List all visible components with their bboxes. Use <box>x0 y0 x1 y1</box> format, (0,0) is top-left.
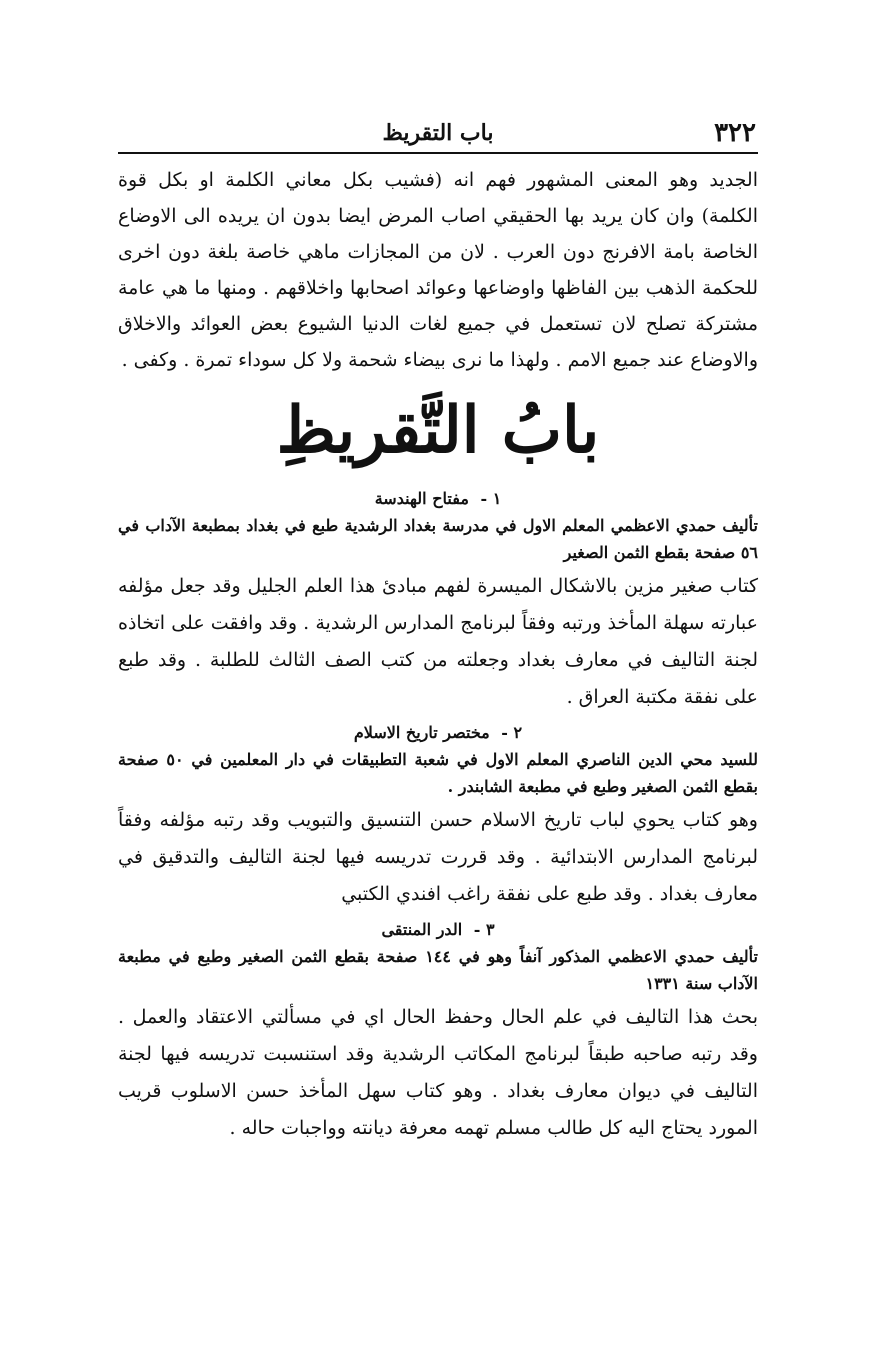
review-entry-2 <box>118 720 758 913</box>
entry-title-text: مختصر تاريخ الاسلام <box>353 723 490 742</box>
entry-title-text: الدر المنتقى <box>381 920 463 939</box>
running-title: باب التقريظ <box>382 120 494 146</box>
section-heading-text: بابُ التَّقريظِ <box>276 393 600 468</box>
entry-meta: تأليف حمدي الاعظمي المذكور آنفاً وهو في ١٤٤ صفحة بقطع الثمن الصغير وطبع في مطبعة الآداب سنة ١٣٣١ <box>118 947 758 993</box>
entry-title <box>118 917 758 943</box>
review-entry-3 <box>118 917 758 1147</box>
intro-paragraph: الجديد وهو المعنى المشهور فهم انه (فشيب بكل معاني الكلمة او بكل قوة الكلمة) وان كان يريد بها الحقيقي اصاب المرض ايضا بدون ان يريده الى الاوضاع الخاصة بامة الافرنج دون العرب . لان من المجازات ماهي خاصة بلغة دون اخرى للحكمة الذهب بين الفاظها واوضاعها وعوائد اصحابها واخلاقهم . ومنها ما هي عامة مشتركة تصلح لان تستعمل في جميع لغات الدنيا الشيوع بعض العوائد والاخلاق والاوضاع عند جميع الامم . ولهذا ما نرى بيضاء شحمة ولا كل سوداء تمرة . وكفى . <box>118 169 758 371</box>
entry-number: ١ - <box>480 489 502 508</box>
review-entry-1 <box>118 486 758 716</box>
entry-body: كتاب صغير مزين بالاشكال الميسرة لفهم مبادئ هذا العلم الجليل وقد جعل مؤلفه عبارته سهلة المأخذ ورتبه وفقاً لبرنامج المدارس الرشدية . وقد وافقت على اتخاذه لجنة التاليف في معارف بغداد وجعلته من كتب الصف الثالث للطلبة . وقد طبع على نفقة مكتبة العراق . <box>118 575 758 708</box>
page-number: ٣٢٢ <box>714 118 756 148</box>
entry-meta: للسيد محي الدين الناصري المعلم الاول في شعبة التطبيقات في دار المعلمين في ٥٠ صفحة بقطع الثمن الصغير وطبع في مطبعة الشابندر . <box>118 750 758 796</box>
entry-body: وهو كتاب يحوي لباب تاريخ الاسلام حسن التنسيق والتبويب وقد رتبه مؤلفه وفقاً لبرنامج المدارس الابتدائية . وقد قررت تدريسه فيها لجنة التاليف والتدقيق في معارف بغداد . وقد طبع على نفقة راغب افندي الكتبي <box>118 809 758 905</box>
entry-title-text: مفتاح الهندسة <box>374 489 469 508</box>
entry-meta: تأليف حمدي الاعظمي المعلم الاول في مدرسة بغداد الرشدية طبع في بغداد بمطبعة الآداب في ٥٦ صفحة بقطع الثمن الصغير <box>118 516 758 562</box>
entry-body: بحث هذا التاليف في علم الحال وحفظ الحال اي في مسألتي الاعتقاد والعمل . وقد رتبه صاحبه طبقاً لبرنامج المكاتب الرشدية وقد استنسبت تدريسه فيها لجنة التاليف في ديوان معارف بغداد . وهو كتاب سهل المأخذ حسن الاسلوب قريب المورد يحتاج اليه كل طالب مسلم تهمه معرفة ديانته وواجبات حاله . <box>118 1006 758 1139</box>
entry-title <box>118 486 758 512</box>
entry-title <box>118 720 758 746</box>
entry-number: ٢ - <box>501 723 523 742</box>
section-heading <box>118 386 758 476</box>
page-header <box>118 118 758 154</box>
document-page <box>118 118 758 1151</box>
entry-number: ٣ - <box>473 920 495 939</box>
